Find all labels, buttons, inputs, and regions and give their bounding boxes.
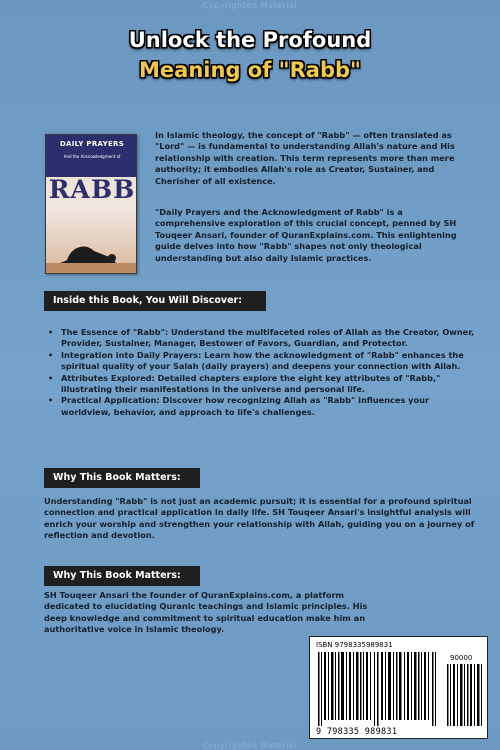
book-cover-word: RABB xyxy=(48,175,136,204)
author-paragraph: SH Touqeer Ansari the founder of QuranExplains.com, a platform dedicated to elucidating Quranic teachings and Islamic principles. His deep knowledge and commitment to spiritual education make him an authoritative voice in Islamic theology. xyxy=(44,590,368,635)
price-code-label: 90000 xyxy=(450,654,473,662)
watermark-top: Copyrighted Material xyxy=(202,1,298,10)
praying-figure-illustration xyxy=(46,225,137,274)
list-item xyxy=(48,373,480,396)
bullet-dot-icon: • xyxy=(48,395,54,406)
book-cover-series: DAILY PRAYERS xyxy=(59,140,125,148)
list-item-text: Practical Application: Discover how recognizing Allah as "Rabb" influences your worldview, behavior, and approach to life's challenges. xyxy=(61,395,430,417)
section-heading-why-matters: Why This Book Matters: xyxy=(44,468,200,488)
why-matters-paragraph: Understanding "Rabb" is not just an academic pursuit; it is essential for a profound spiritual connection and practical application in daily life. SH Touqeer Ansari's insightful analysis will enrich your worship and strengthen your relationship with Allah, guiding you on a journey of reflection and devotion. xyxy=(44,496,475,541)
isbn-barcode xyxy=(309,636,488,739)
bullet-dot-icon: • xyxy=(48,349,54,360)
title-line-2: Meaning of "Rabb" xyxy=(139,58,361,82)
title-line-1: Unlock the Profound xyxy=(128,28,372,52)
barcode-digits: 9 798335 989831 xyxy=(316,727,398,737)
bullet-dot-icon: • xyxy=(48,372,54,383)
book-cover-thumbnail xyxy=(45,134,137,274)
list-item xyxy=(48,327,480,350)
list-item-text: Integration into Daily Prayers: Learn how the acknowledgment of "Rabb" enhances the spiritual quality of your Salah (daily prayers) and deepens your connection with Allah. xyxy=(61,349,464,372)
barcode-bars xyxy=(316,652,440,726)
bullet-dot-icon: • xyxy=(48,327,54,337)
list-item xyxy=(48,395,480,418)
intro-paragraph-1: In Islamic theology, the concept of "Rabb" — often translated as "Lord" — is fundamental to understanding Allah's nature and His relationship with creation. This term represents more than mere authority; it embodies Allah's role as Creator, Sustainer, and Cherisher of all existence. xyxy=(155,130,455,186)
list-item xyxy=(48,350,480,373)
intro-paragraph-2: "Daily Prayers and the Acknowledgment of Rabb" is a comprehensive exploration of this crucial concept, penned by SH Touqeer Ansari, founder of QuranExplains.com. This enlightening guide delves into how "Rabb" shapes not only theological understanding but also daily Islamic practices. xyxy=(155,207,457,263)
list-item-text: The Essence of "Rabb": Understand the multifaceted roles of Allah as the Creator, Owner, Provider, Sustainer, Manager, Bestower of Favors, Guardian, and Protector. xyxy=(61,327,475,349)
isbn-label: ISBN 9798335989831 xyxy=(316,641,393,649)
discover-bullet-list xyxy=(48,327,480,418)
price-addon-bars xyxy=(446,664,484,726)
watermark-bottom: Copyrighted Material xyxy=(202,741,298,750)
section-heading-discover: Inside this Book, You Will Discover: xyxy=(44,291,266,311)
list-item-text: Attributes Explored: Detailed chapters explore the eight key attributes of "Rabb," illustrating their manifestations in the universe and personal life. xyxy=(61,372,441,395)
section-heading-author: Why This Book Matters: xyxy=(44,566,200,586)
book-cover-subtitle: And the Acknowledgment of xyxy=(63,154,121,159)
